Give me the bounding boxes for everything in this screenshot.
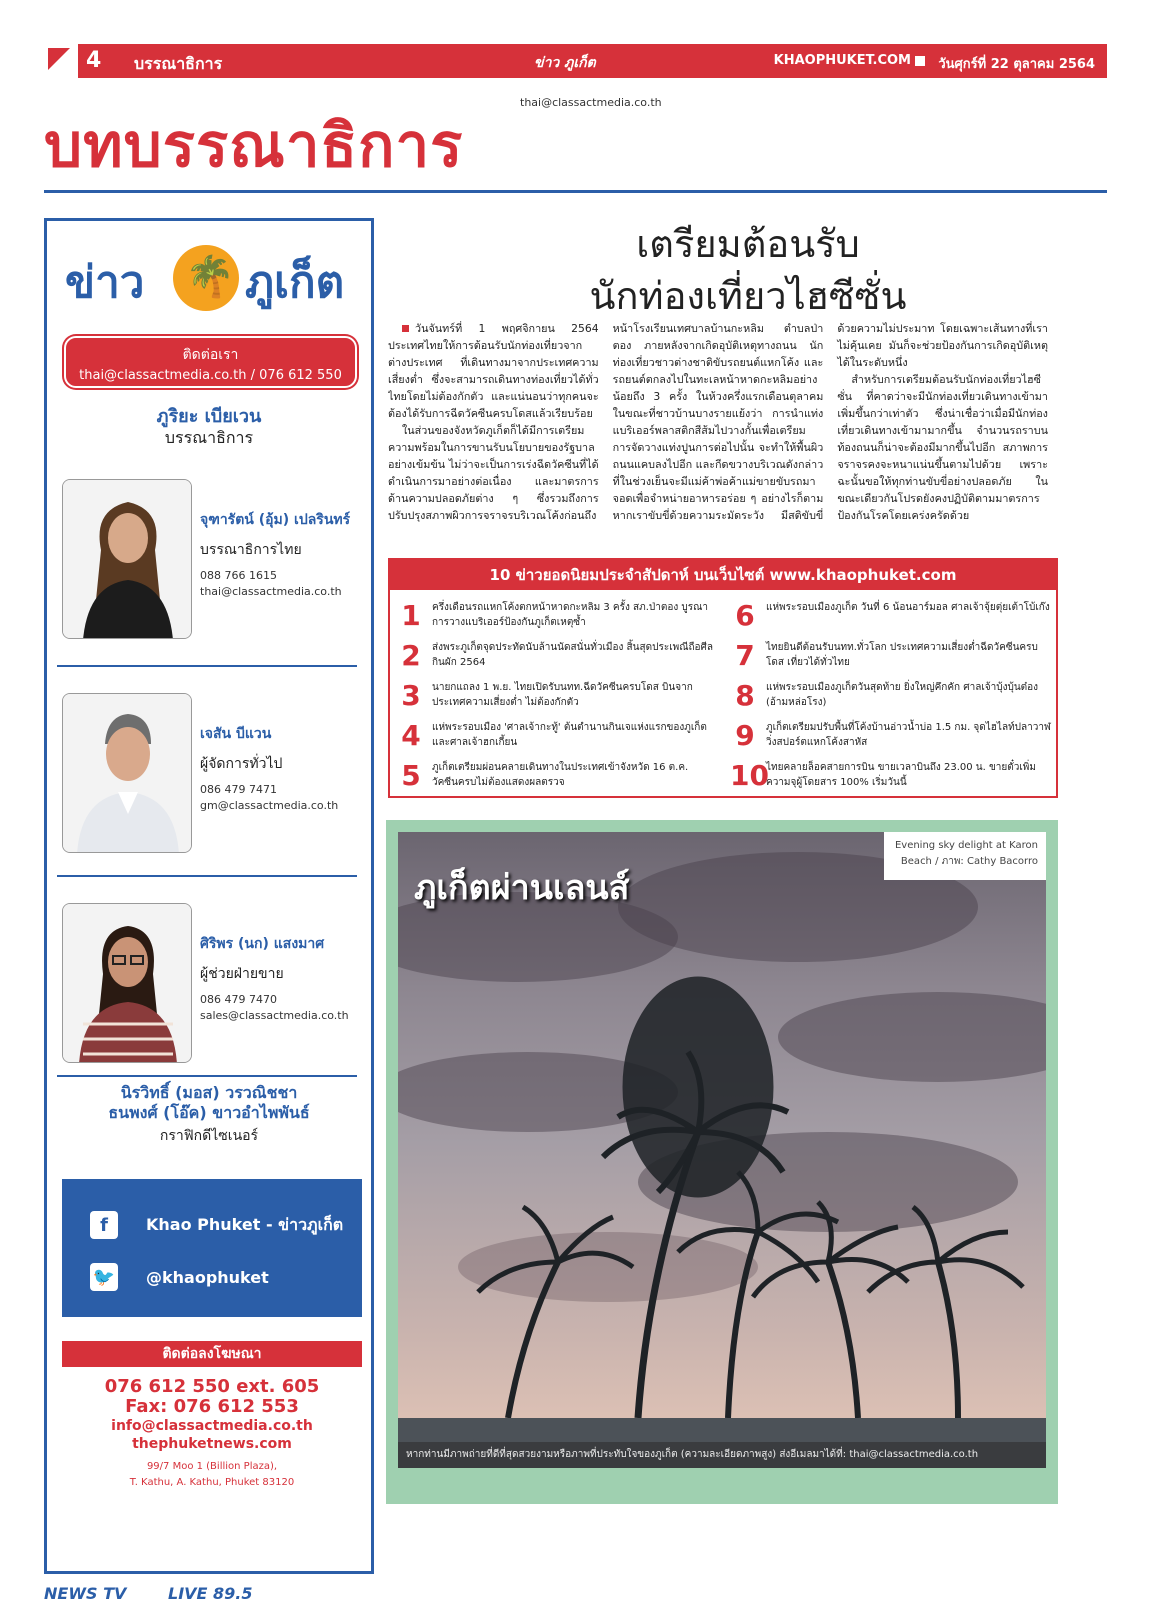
designer-name: ธนพงศ์ (โอ๊ค) ขาวอำไพพันธ์ [108,1103,310,1122]
news-rank: 1 [401,599,421,632]
staff-email[interactable]: sales@classactmedia.co.th [200,1009,349,1022]
news-rank: 6 [735,599,755,632]
news-rank: 4 [401,719,421,752]
ads-web[interactable]: thephuketnews.com [132,1436,292,1452]
top-news-item[interactable] [396,758,721,798]
top-news-item[interactable] [730,638,1055,678]
headline-line-2: นักท่องเที่ยวไฮซีซั่น [589,274,907,318]
photo-caption [884,832,1046,880]
article-body [388,320,1048,540]
brand-text-2: ภูเก็ต [245,257,345,308]
news-title: นายกแถลง 1 พ.ย. ไทยเปิดรับนทท.ฉีดวัคซีนครบโดส บินจากประเทศความเสี่ยงต่ำ ไม่ต้องกักตัว [432,682,693,708]
news-tv-logo: NEWS TV [44,1584,127,1603]
staff-card [62,903,362,1068]
brand-text-1: ข่าว [65,257,145,308]
page-corner-mark [44,44,78,78]
palm-tree-icon: 🌴 [185,254,235,300]
top-news-item[interactable] [730,758,1055,798]
twitter-icon: 🐦 [90,1263,118,1291]
news-rank: 10 [730,759,769,792]
contact-title: ติดต่อเรา [182,347,239,363]
designer-role: กราฟิกดีไซเนอร์ [159,1128,259,1144]
news-title: แห่พระรอบเมือง 'ศาลเจ้ากะทู้' ต้นตำนานกินเจแห่งแรกของภูเก็ต และศาลเจ้าฮกเกี้ยน [432,722,707,748]
staff-role: บรรณาธิการไทย [200,542,302,558]
news-title: ภูเก็ตเตรียมปรับพื้นที่โค้งบ้านอ่าวน้ำบ่อ 1.5 กม. จุดไฮไลท์ปลาวาฬวิ่งสปอร์ตแหกโค้งสาหัส [766,722,1051,748]
ads-fax: Fax: 076 612 553 [125,1396,299,1417]
news-title: แห่พระรอบเมืองภูเก็ตวันสุดท้าย ยิ่งใหญ่คึกคัก ศาลเจ้าบุ้งบุ้นต๋อง (อ้ามหล่อโรง) [766,682,1039,708]
staff-card [62,479,362,644]
contact-box [64,336,357,388]
ads-email[interactable]: info@classactmedia.co.th [111,1418,313,1434]
live-radio-logo: LIVE 89.5 [168,1584,253,1603]
top-news-item[interactable] [730,678,1055,718]
palm-trees-silhouette [398,832,1046,1456]
feature-photo [398,832,1046,1456]
editor-role: บรรณาธิการ [164,428,254,447]
staff-name: เจสัน บีแวน [200,726,272,742]
top-news-item[interactable] [396,598,721,638]
separator-square [915,56,925,66]
top-news-item[interactable] [396,638,721,678]
top-10-title: 10 ข่าวยอดนิยมประจำสัปดาห์ บนเว็บไซต์ www.khaophuket.com [390,560,1056,590]
advertising-contact [62,1341,362,1491]
divider [57,665,357,667]
news-rank: 5 [401,759,421,792]
news-title: ภูเก็ตเตรียมผ่อนคลายเดินทางในประเทศเข้าจังหวัด 16 ต.ค. วัคซีนครบไม่ต้องแสดงผลตรวจ [432,762,689,788]
caption-line-1: Evening sky delight at Karon [894,840,1038,851]
feature-footer: หากท่านมีภาพถ่ายที่ดีที่สุดสวยงามหรือภาพที่ประทับใจของภูเก็ต (ความละเอียดภาพสูง) ส่งอีเมลมาได้ที่: thai@classactmedia.co.th [398,1442,1046,1468]
divider [57,875,357,877]
feature-title: ภูเก็ตผ่านเลนส์ [414,868,630,908]
news-rank: 3 [401,679,421,712]
staff-phone: 088 766 1615 [200,569,277,582]
brand-logo [65,239,355,319]
staff-role: ผู้ช่วยฝ่ายขาย [200,966,284,982]
staff-email[interactable]: thai@classactmedia.co.th [200,585,342,598]
contact-detail[interactable]: thai@classactmedia.co.th / 076 612 550 [79,368,342,383]
designers-block [47,1083,371,1147]
site-url[interactable]: KHAOPHUKET.COM [773,53,911,68]
facebook-icon: f [90,1211,118,1239]
social-box [62,1179,362,1317]
staff-photo [62,903,192,1063]
top-news-item[interactable] [730,718,1055,758]
news-rank: 9 [735,719,755,752]
staff-photo [62,479,192,639]
top-news-item[interactable] [396,678,721,718]
staff-name: จุฑารัตน์ (อุ้ม) เปลรินทร์ [200,512,351,528]
page-number: 4 [86,48,102,73]
staff-email[interactable]: gm@classactmedia.co.th [200,799,339,812]
caption-line-2: Beach / ภาพ: Cathy Bacorro [900,856,1038,867]
news-title: ไทยยินดีต้อนรับนทท.ทั่วโลก ประเทศความเสี่ยงต่ำฉีดวัคซีนครบโดส เที่ยวได้ทั่วไทย [766,642,1038,668]
news-rank: 7 [735,639,755,672]
news-title: ไทยคลายล็อคสายการบิน ขายเวลาบินถึง 23.00 น. ขายตั๋วเพิ่มความจุผู้โดยสาร 100% เริ่มวันนี้ [766,762,1036,788]
staff-phone: 086 479 7470 [200,993,277,1006]
divider [57,1075,357,1077]
staff-role: ผู้จัดการทั่วไป [200,756,283,772]
page-header-bar [44,44,1107,78]
staff-name: ศิริพร (นก) แสงมาศ [200,936,325,952]
designer-name: นิรวิทธิ์ (มอส) วรวณิชชา [120,1083,298,1102]
staff-card [62,693,362,858]
news-title: ครึ่งเดือนรถแหกโค้งตกหน้าหาดกะหลิม 3 ครั้ง สภ.ป่าตอง บูรณาการวางแบริเออร์ป้องกันภูเก็ตเหตุซ้ำ [432,602,709,628]
masthead-column [44,218,374,1574]
news-title: ส่งพระภูเก็ตจุดประทัดนับล้านนัดสนั่นทั่วเมือง สิ้นสุดประเพณีถือศีลกินผัก 2564 [432,642,714,668]
twitter-label: @khaophuket [146,1267,269,1287]
top-10-news-box [388,558,1058,798]
news-title: แห่พระรอบเมืองภูเก็ต วันที่ 6 น้อนอาร์มอล ศาลเจ้าจุ้ยตุ่ยเต้าโบ้เก๊ง [766,602,1050,613]
section-label: บรรณาธิการ [134,54,223,73]
ads-address-1: 99/7 Moo 1 (Billion Plaza), [146,1461,278,1472]
facebook-label: Khao Phuket - ข่าวภูเก็ต [146,1214,344,1234]
ads-phone: 076 612 550 ext. 605 [104,1376,320,1397]
staff-photo [62,693,192,853]
header-logo: ข่าว ภูเก็ต [534,55,596,71]
article-paragraph: สำหรับการเตรียมต้อนรับนักท่องเที่ยวไฮซีซั่น ที่คาดว่าจะมีนักท่องเที่ยวเดินทางเข้ามาเพิ่มขึ้นกว่าเท่าตัว ซึ่งน่าเชื่อว่าเมื่อมีนักท่องเที่ยวเดินทางเข้ามามากขึ้น จำนวนรถราบนท้องถนนก็น่าจะต้องมีมากขึ้นไปอีก สภาพการจราจรคงจะหนาแน่นขึ้นตามไปด้วย เพราะฉะนั้นขอให้ทุกท่านขับขี่อย่างปลอดภัย ในขณะเดียวกันโปรดยังคงปฏิบัติตามมาตรการป้องกันโรคโดยเคร่งครัดด้วย [837,373,1048,522]
issue-date: วันศุกร์ที่ 22 ตุลาคม 2564 [938,57,1095,72]
article-headline [388,218,1108,322]
twitter-link[interactable] [90,1263,269,1291]
footer-logos [44,1580,284,1606]
editor-name: ภูริยะ เบียเวน [156,406,262,427]
staff-phone: 086 479 7471 [200,783,277,796]
ads-address-2: T. Kathu, A. Kathu, Phuket 83120 [129,1477,295,1488]
header-divider [44,190,1107,193]
article-paragraph: วันจันทร์ที่ 1 พฤศจิกายน 2564 ประเทศไทยให้การต้อนรับนักท่องเที่ยวจากต่างประเทศ ที่เดินทางมาจากประเทศความเสี่ยงต่ำ ซึ่งจะสามารถเดินทางท่องเที่ยวได้ทั่วไทยโดยไม่ต้องกักตัว และแน่นอนว่าทุกคนจะต้องได้รับการฉีดวัคซีนครบโดสแล้วเรียบร้อย [388,322,599,420]
news-rank: 2 [401,639,421,672]
ads-title: ติดต่อลงโฆษณา [62,1341,362,1367]
facebook-link[interactable] [90,1211,343,1239]
photo-feature [386,820,1058,1504]
top-news-item[interactable] [730,598,1055,638]
article-paragraph: ในส่วนของจังหวัดภูเก็ตก็ได้มีการเตรียมความพร้อมในการขานรับนโยบายของรัฐบาลอย่างเข้มข้น ไม่ว่าจะเป็นการเร่งฉีดวัคซีนที่ได้ดำเนินการมาอย่างต่อเนื่อง และมาตรการด้านความปลอดภัยต่าง ๆ ซึ่งรวมถึงการปรับปรุงสภาพผิวการจราจรบริเวณโค้งก่อนถึงหน้าโรงเรียนเทศบาลบ้านกะหลิม ตำบลป่าตอง ภายหลังจากเกิดอุบัติเหตุทางถนน นักท่องเที่ยวชาวต่างชาติขับรถยนต์แหกโค้ง และรถยนต์ตกลงไปในทะเลหน้าหาดกะหลิมอย่างน้อยถึง 3 ครั้ง ในห้วงครึ่งแรกเดือนตุลาคม ในขณะที่ชาวบ้านบางรายแย้งว่า การนำแท่งแบริเออร์พลาสติกสีส้มไปวางกั้นเพื่อเตรียมการจัดวางแท่งปูนการต่อไปนั้น จะทำให้พื้นผิวถนนแคบลงไปอีก และกีดขวางบริเวณดังกล่าวที่ในช่วงเย็นจะมีแม่ค้าพ่อค้าแม่ขายขับรถมาจอดเพื่อจำหน่ายอาหารอร่อย ๆ อย่างไรก็ตาม หากเราขับขี่ด้วยความระมัดระวัง มีสติขับขี่ด้วยความไม่ประมาท โดยเฉพาะเส้นทางที่เราไม่คุ้นเคย มันก็จะช่วยป้องกันการเกิดอุบัติเหตุได้ในระดับหนึ่ง [388,322,1048,522]
top-news-item[interactable] [396,718,721,758]
header-email[interactable]: thai@classactmedia.co.th [520,96,662,109]
headline-line-1: เตรียมต้อนรับ [636,222,860,266]
news-rank: 8 [735,679,755,712]
page-title: บทบรรณาธิการ [44,111,464,181]
